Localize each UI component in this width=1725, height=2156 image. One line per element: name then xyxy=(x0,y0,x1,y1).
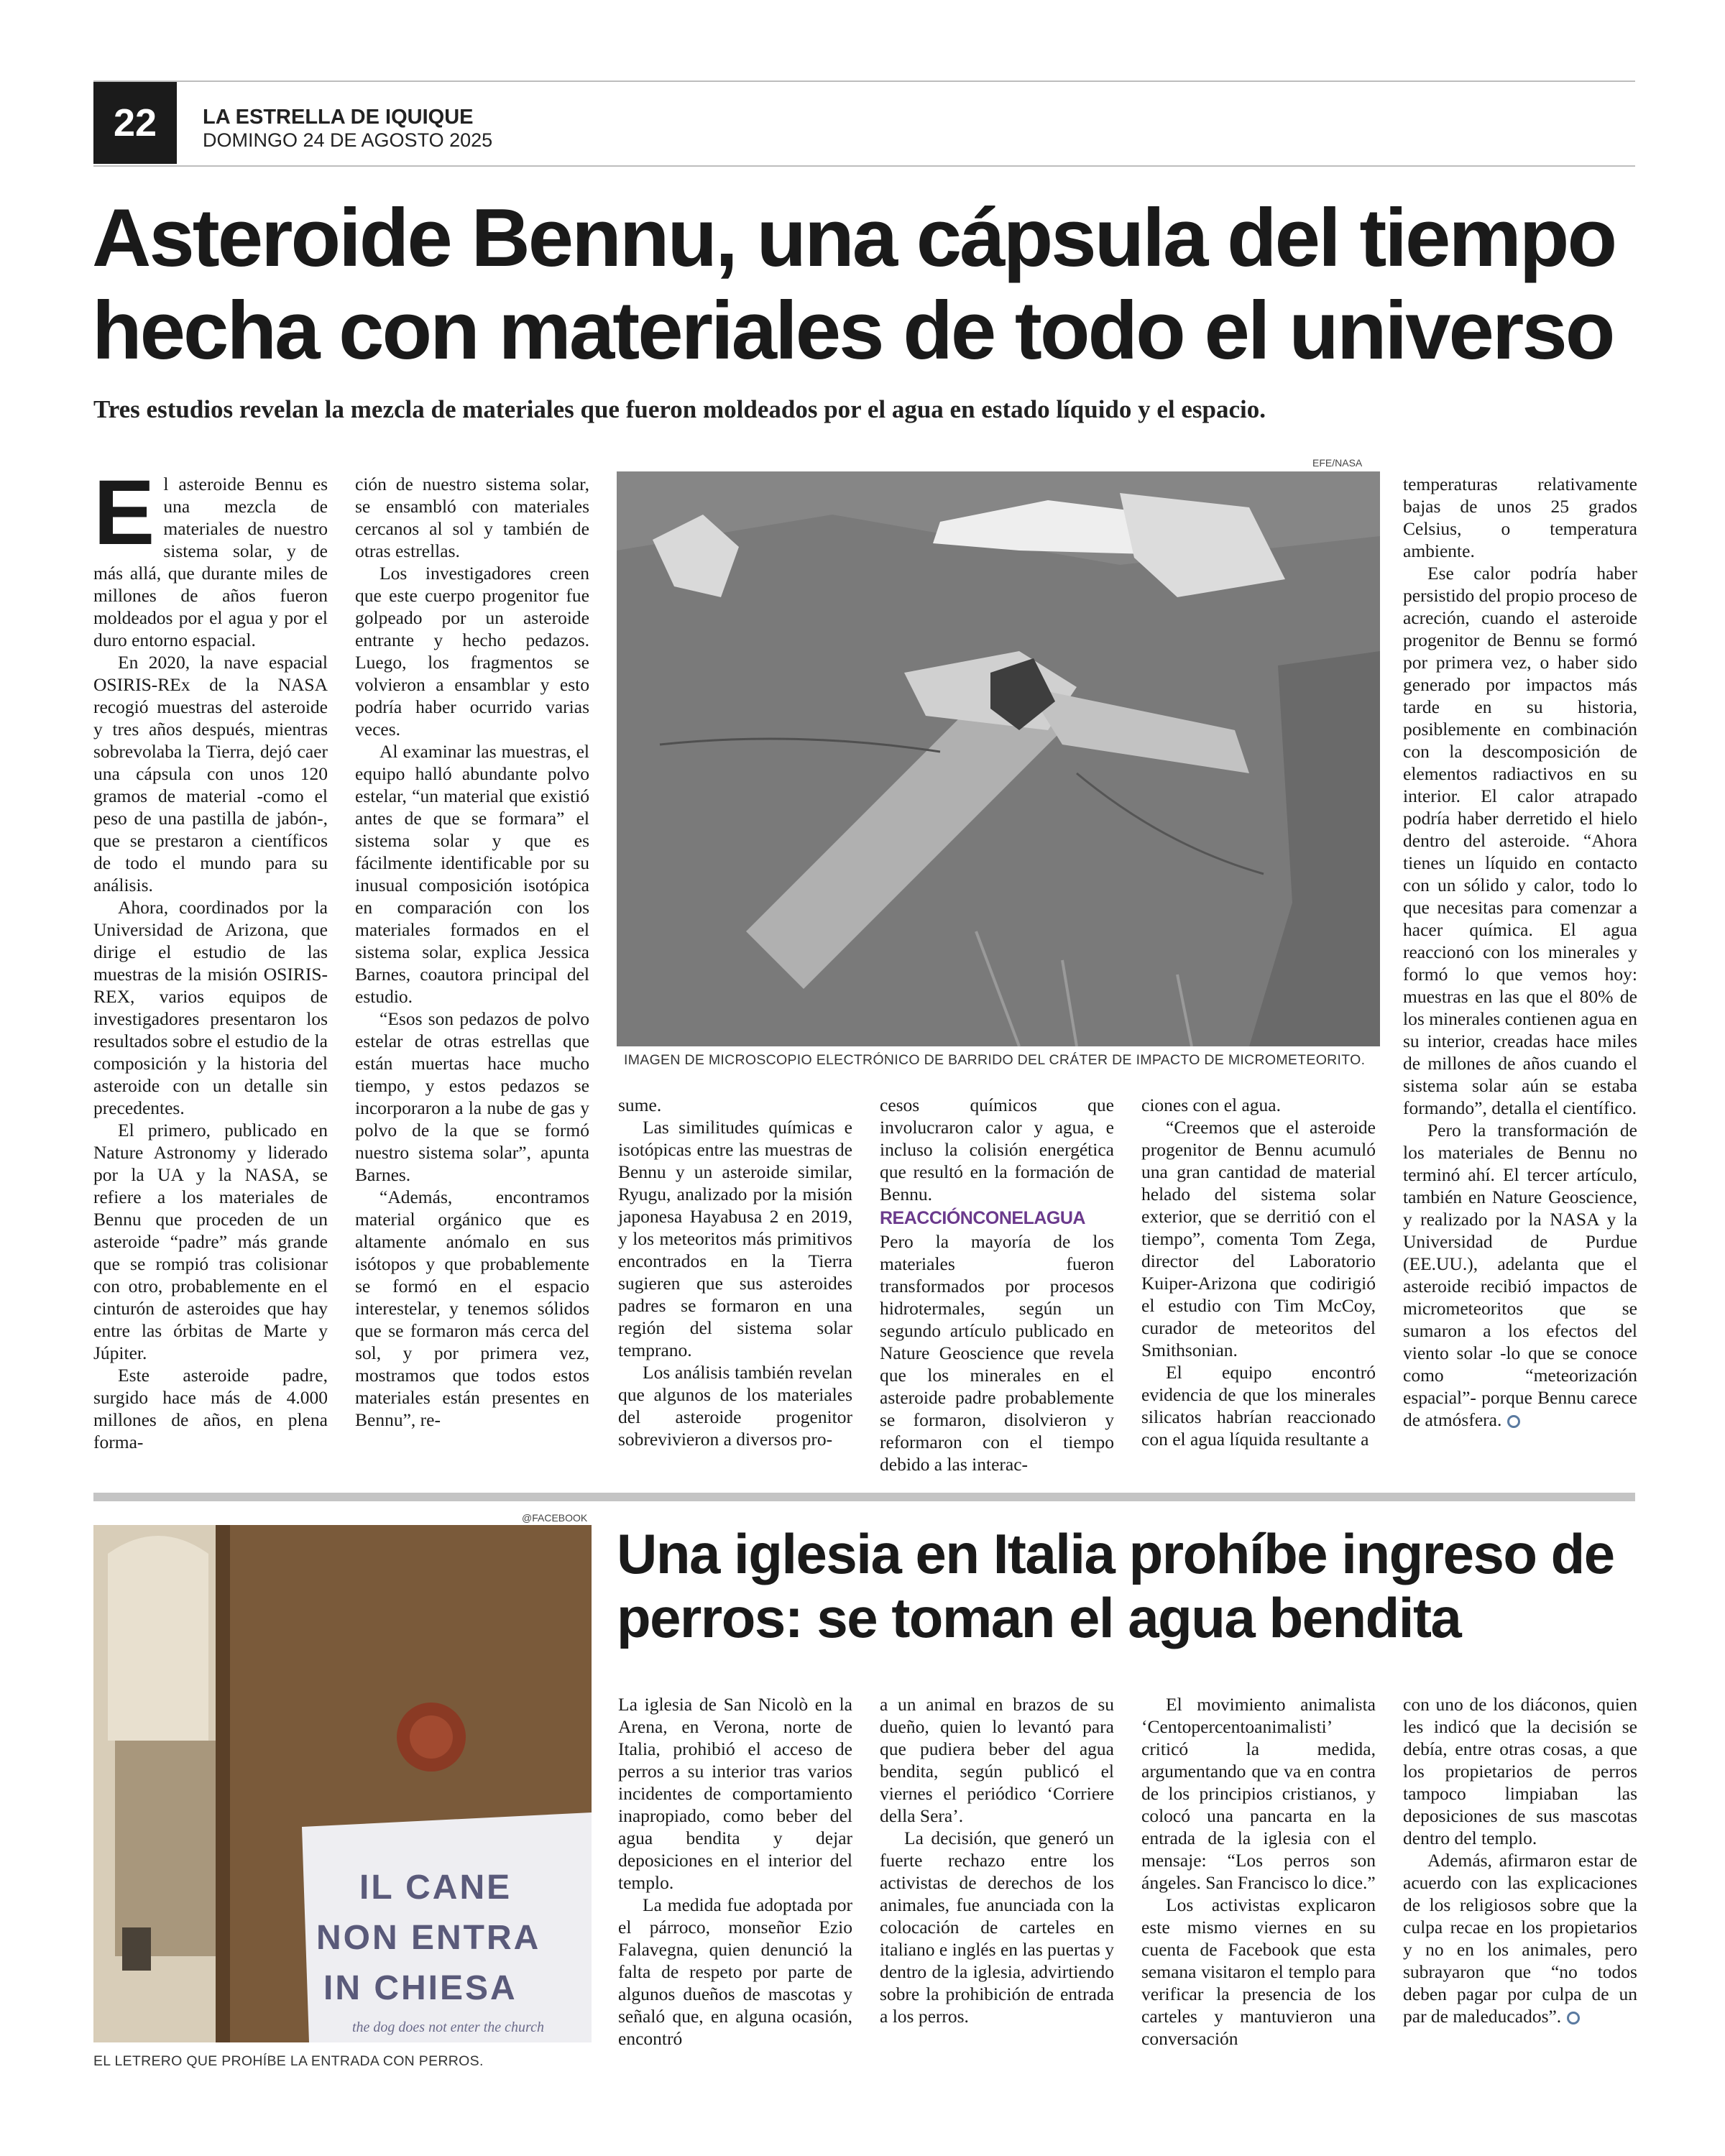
article1-col1 xyxy=(93,461,328,1453)
paragraph: ciones con el agua. xyxy=(1141,1095,1282,1115)
paragraph: Ahora, coordinados por la Universidad de Arizona, que dirige el estudio de las muestras de la misión OSIRIS-REX, varios equipos de investigadores presentaron los resultados sobre el estudio de la composición y la historia del asteroide con un detalle sin precedentes. xyxy=(93,897,328,1118)
article1-col3 xyxy=(618,1094,852,1450)
article2-col1 xyxy=(618,1693,852,2050)
article2-col2 xyxy=(880,1693,1114,2027)
micrometeorite-crater-photo xyxy=(617,471,1380,1046)
paragraph: El movimiento animalista ‘Centopercentoanimalisti’ criticó la medida, argumentando que va en contra de los principios cristianos, y colocó una pancarta en la entrada de la iglesia con el mensaje: “Los perros son ángeles. San Francisco lo dice.” xyxy=(1141,1694,1376,1893)
dropcap: E xyxy=(93,461,155,564)
svg-text:the dog does not enter the chu: the dog does not enter the church xyxy=(352,2019,544,2035)
paragraph: El equipo encontró evidencia de que los minerales silicatos habrían reaccionado con el agua líquida resultante a xyxy=(1141,1362,1376,1450)
paragraph: “Además, encontramos material orgánico que es altamente anómalo en sus isótopos y que probablemente se formó en el espacio interestelar, y tenemos sólidos que se formaron más cerca del sol, y por primera vez, mostramos que todos estos materiales están presentes en Bennu”, re- xyxy=(355,1187,589,1430)
paragraph: “Esos son pedazos de polvo estelar de otras estrellas que están muertas hace mucho tiempo, y estos pedazos se incorporaron a la nube de gas y polvo de la que se formó nuestro sistema solar”, apunta Barnes. xyxy=(355,1008,589,1185)
issue-date: DOMINGO 24 DE AGOSTO 2025 xyxy=(203,129,493,151)
paragraph: temperaturas relativamente bajas de unos 25 grados Celsius, o temperatura ambiente. xyxy=(1403,474,1637,561)
paragraph: Los investigadores creen que este cuerpo progenitor fue golpeado por un asteroide entrante y hecho pedazos. Luego, los fragmentos se volvieron a ensamblar y esto podría haber ocurrido varias veces. xyxy=(355,563,589,740)
top-rule xyxy=(93,80,1635,82)
paragraph: Al examinar las muestras, el equipo halló abundante polvo estelar, “un material que existió antes de que se formara” el sistema solar y que es fácilmente identificable por su inusual composición isotópica en comparación con los materiales formados en el sistema solar, explica Jessica Barnes, coautora principal del estudio. xyxy=(355,741,589,1007)
paragraph: Los análisis también revelan que algunos de los materiales del asteroide progenitor sobrevivieron a diversos pro- xyxy=(618,1362,852,1450)
photo2-credit: @FACEBOOK xyxy=(522,1512,588,1524)
paragraph: La medida fue adoptada por el párroco, monseñor Ezio Falavegna, quien denunció la falta de respeto por parte de algunos dueños de mascotas y señaló que, en alguna ocasión, encontró xyxy=(618,1894,852,2049)
paragraph: “Creemos que el asteroide progenitor de Bennu acumuló una gran cantidad de material helado del sistema solar exterior, que se derritió con el tiempo”, comenta Tom Zega, director del Laboratorio Kuiper-Arizona que codirigió el estudio con Tim McCoy, curador de meteoritos del Smithsonian. xyxy=(1141,1117,1376,1360)
article1-subheadline: Tres estudios revelan la mezcla de materiales que fueron moldeados por el agua en estado líquido y el espacio. xyxy=(93,395,1266,423)
paragraph: El primero, publicado en Nature Astronomy y liderado por la UA y la NASA, se refiere a los materiales de Bennu que proceden de un asteroide “padre” más grande que se rompió tras colisionar con otro, probablemente en el cinturón de asteroides que hay entre las órbitas de Marte y Júpiter. xyxy=(93,1120,328,1363)
section-divider xyxy=(93,1493,1635,1501)
paragraph xyxy=(1403,1849,1637,2027)
paragraph: l asteroide Bennu es una mezcla de materiales de nuestro sistema solar, y de más allá, que durante miles de millones de años fueron moldeados por el agua y por el duro entorno espacial. xyxy=(93,474,328,650)
page-number: 22 xyxy=(93,82,177,164)
article1-headline: Asteroide Bennu, una cápsula del tiempo hecha con materiales de todo el universo xyxy=(92,193,1616,377)
section-subhead: REACCIÓNCONELAGUA xyxy=(880,1208,1085,1228)
svg-text:IL CANE: IL CANE xyxy=(359,1869,512,1907)
article2-headline: Una iglesia en Italia prohíbe ingreso de perros: se toman el agua bendita xyxy=(617,1522,1614,1649)
church-sign-photo xyxy=(93,1525,592,2042)
paragraph: Este asteroide padre, surgido hace más de 4.000 millones de años, en plena forma- xyxy=(93,1365,328,1452)
paragraph: ción de nuestro sistema solar, se ensambló con materiales cercanos al sol y también de otras estrellas. xyxy=(355,474,589,561)
svg-text:NON ENTRA: NON ENTRA xyxy=(316,1919,541,1957)
paragraph: a un animal en brazos de su dueño, quien lo levantó para que pudiera beber del agua bendita, según publicó el viernes el periódico ‘Corriere della Sera’. xyxy=(880,1694,1114,1826)
paragraph: Las similitudes químicas e isotópicas entre las muestras de Bennu y un asteroide similar, Ryugu, analizado por la misión japonesa Hayabusa 2 en 2019, y los meteoritos más primitivos encontrados en la Tierra sugieren que sus asteroides padres se formaron en una región del sistema solar temprano. xyxy=(618,1117,852,1360)
article1-col4 xyxy=(880,1094,1114,1475)
church-interior-image xyxy=(93,1525,592,2042)
paragraph: cesos químicos que involucraron calor y agua, e incluso la colisión energética que resultó en la formación de Bennu. xyxy=(880,1095,1114,1204)
article2-col3 xyxy=(1141,1693,1376,2050)
paper-name: LA ESTRELLA DE IQUIQUE xyxy=(203,106,474,129)
paragraph: Pero la mayoría de los materiales fueron transformados por procesos hidrotermales, según un segundo artículo publicado en Nature Geoscience que revela que los minerales en el asteroide padre probablemente se formaron, disolvieron y reformaron con el tiempo debido a las interac- xyxy=(880,1231,1114,1475)
end-mark-icon xyxy=(1567,2012,1580,2024)
article1-col6 xyxy=(1403,473,1637,1431)
photo-caption: IMAGEN DE MICROSCOPIO ELECTRÓNICO DE BARRIDO DEL CRÁTER DE IMPACTO DE MICROMETEORITO. xyxy=(624,1052,1366,1068)
end-mark-icon xyxy=(1507,1415,1520,1428)
photo-credit: EFE/NASA xyxy=(1312,457,1363,469)
article2-col4 xyxy=(1403,1693,1637,2027)
paragraph: con uno de los diáconos, quien les indicó que la decisión se debía, entre otras cosas, a que los propietarios de perros tampoco limpiaban las deposiciones de sus mascotas dentro del templo. xyxy=(1403,1694,1637,1848)
svg-text:IN CHIESA: IN CHIESA xyxy=(323,1969,518,2007)
paragraph xyxy=(1403,1119,1637,1431)
paragraph-text: Pero la transformación de los materiales de Bennu no terminó ahí. El tercer artículo, también en Nature Geoscience, y realizado por la NASA y la Universidad de Purdue (EE.UU.), adelanta que el asteroide recibió impactos de micrometeoritos que se sumaron a los efectos del viento solar -lo que se conoce como “meteorización espacial”- porque Bennu carece de atmósfera. xyxy=(1403,1120,1637,1430)
photo2-caption: EL LETRERO QUE PROHÍBE LA ENTRADA CON PERROS. xyxy=(93,2053,484,2069)
article1-col5 xyxy=(1141,1094,1376,1450)
sem-image xyxy=(617,471,1380,1046)
paragraph: Ese calor podría haber persistido del propio proceso de acreción, cuando el asteroide progenitor de Bennu se formó por primera vez, o haber sido generado por impactos más tarde en su historia, posiblemente en combinación con la descomposición de elementos radiactivos en su interior. El calor atrapado podría haber derretido el hielo dentro del asteroide. “Ahora tienes un líquido en contacto con un sólido y calor, todo lo que necesitas para comenzar a hacer química. El agua reaccionó con los minerales y formó lo que vemos hoy: muestras en las que el 80% de los minerales contienen agua en su interior, creadas hace miles de millones de años cuando el sistema solar aún se estaba formando”, detalla el científico. xyxy=(1403,563,1637,1118)
paragraph-text: Además, afirmaron estar de acuerdo con las explicaciones de los religiosos sobre que la culpa recae en los propietarios y no en los animales, pero subrayaron que “no todos deben pagar por culpa de un par de maleducados”. xyxy=(1403,1850,1637,2027)
paragraph: En 2020, la nave espacial OSIRIS-REx de la NASA recogió muestras del asteroide y tres años después, mientras sobrevolaba la Tierra, dejó caer una cápsula con unos 120 gramos de material -como el peso de una pastilla de jabón-, que se prestaron a científicos de todo el mundo para su análisis. xyxy=(93,652,328,895)
paragraph: La iglesia de San Nicolò en la Arena, en Verona, norte de Italia, prohibió el acceso de perros a su interior tras varios incidentes de comportamiento inapropiado, como beber del agua bendita y dejar deposiciones en el interior del templo. xyxy=(618,1694,852,1893)
paragraph: sume. xyxy=(618,1095,662,1115)
header-rule xyxy=(93,165,1635,167)
paragraph: La decisión, que generó un fuerte rechazo entre los activistas de derechos de los animales, fue anunciada con la colocación de carteles en italiano e inglés en las puertas y dentro de la iglesia, advirtiendo sobre la prohibición de entrada a los perros. xyxy=(880,1828,1114,2027)
article1-col2 xyxy=(355,473,589,1431)
paragraph: Los activistas explicaron este mismo viernes en su cuenta de Facebook que esta semana visitaron el templo para verificar la presencia de los carteles y mantuvieron una conversación xyxy=(1141,1894,1376,2049)
